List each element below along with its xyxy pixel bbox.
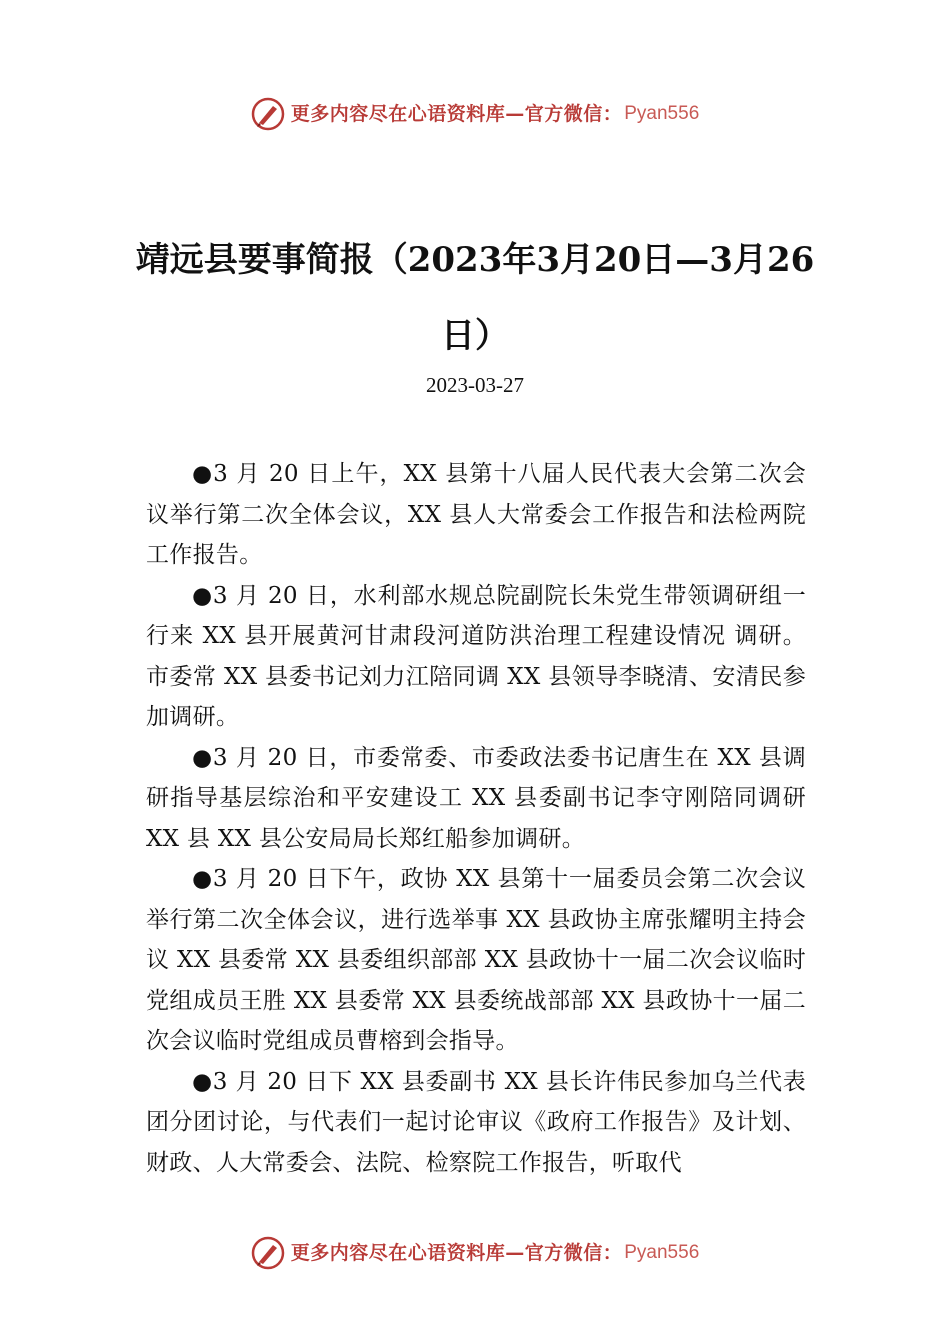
- header-watermark: [0, 94, 950, 134]
- news-item: ●3 月 20 日下 XX 县委副书 XX 县长许伟民参加乌兰代表团分团讨论，与代表们一起讨论审议《政府工作报告》及计划、财政、人大常委会、法院、检察院工作报告，听取代: [146, 1068, 806, 1176]
- watermark-text: 更多内容尽在心语资料库—官方微信：: [290, 1242, 623, 1264]
- watermark-wechat-id: Pyan556: [624, 1242, 700, 1263]
- pen-logo-icon: [251, 97, 285, 131]
- news-item: ●3 月 20 日上午，XX 县第十八届人民代表大会第二次会议举行第二次全体会议，XX 县人大常委会工作报告和法检两院工作报告。: [146, 461, 806, 568]
- watermark-wechat-id: Pyan556: [624, 103, 700, 124]
- news-item: ●3 月 20 日，水利部水规总院副院长朱党生带领调研组一行来 XX 县开展黄河甘肃段河道防洪治理工程建设情况 调研。市委常 XX 县委书记刘力江陪同调 XX 县领导李晓清、安清民参加调研。: [146, 582, 806, 730]
- document-title: 靖远县要事简报（2023年3月20日—3月26日）: [135, 240, 815, 356]
- watermark-text: 更多内容尽在心语资料库—官方微信：: [290, 103, 623, 125]
- document-date: 2023-03-27: [426, 373, 524, 397]
- pen-logo-icon: [251, 1236, 285, 1270]
- news-item: ●3 月 20 日下午，政协 XX 县第十一届委员会第二次会议举行第二次全体会议，进行选举事 XX 县政协主席张耀明主持会议 XX 县委常 XX 县委组织部部 XX 县政协十一届二次会议临时党组成员王胜 XX 县委常 XX 县委统战部部 XX 县政协十一届二次会议临时党组成员曹榕到会指导。: [146, 866, 806, 1054]
- news-item: ●3 月 20 日，市委常委、市委政法委书记唐生在 XX 县调研指导基层综治和平安建设工 XX 县委副书记李守刚陪同调研 XX 县 XX 县公安局局长郑红船参加调研。: [146, 744, 806, 852]
- document-body: [146, 454, 806, 1183]
- footer-watermark: [0, 1233, 950, 1273]
